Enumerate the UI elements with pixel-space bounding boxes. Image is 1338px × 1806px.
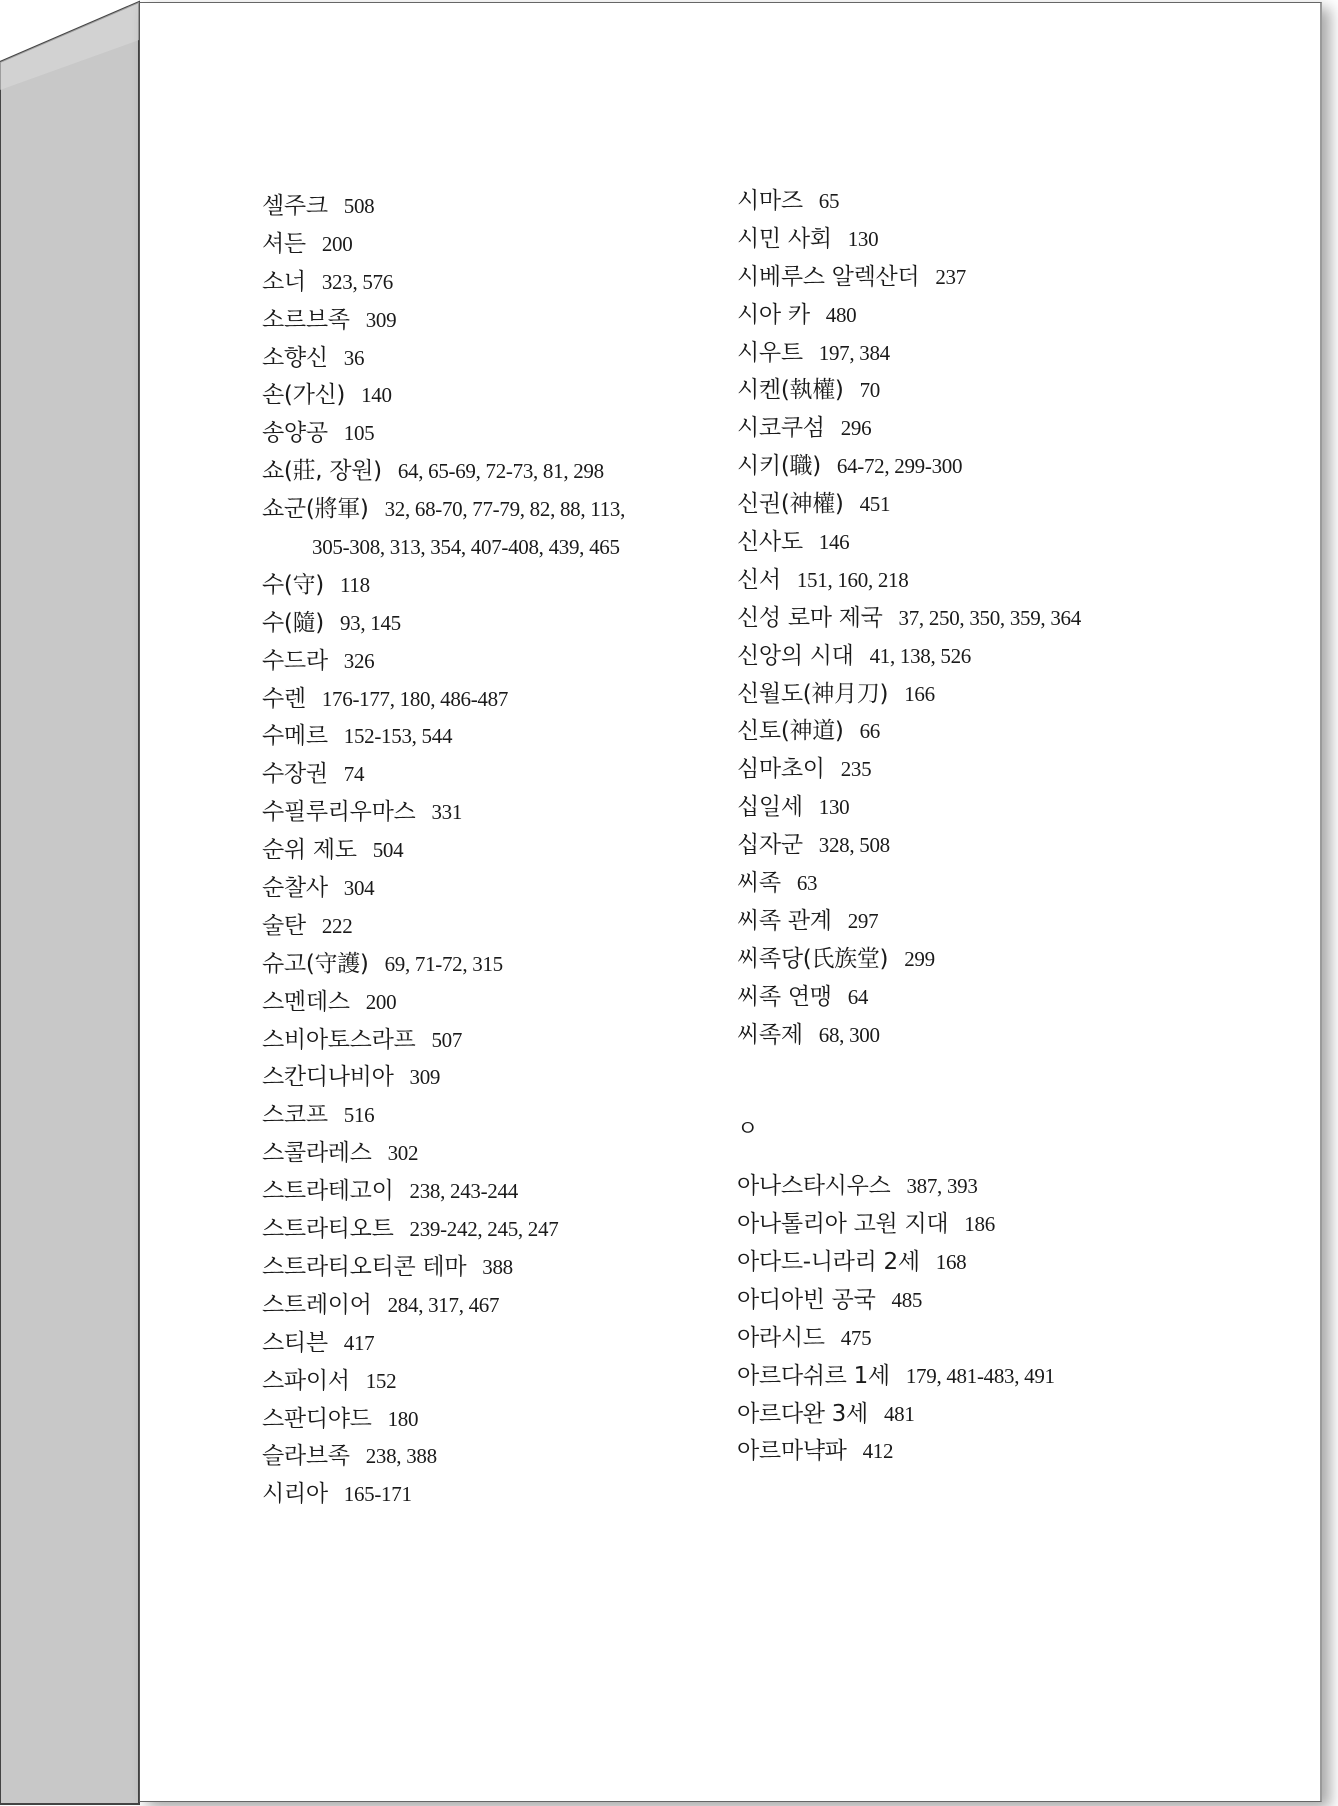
index-term: 순찰사 [262,875,328,902]
index-term: 시코쿠섬 [737,415,825,442]
index-term: 수장권 [262,761,328,788]
index-page-numbers: 64 [847,984,869,1009]
index-column-left [262,188,625,1514]
index-entry [262,340,625,378]
index-term: 씨족 연맹 [737,983,832,1010]
index-term: 신성 로마 제국 [737,604,883,631]
index-entry [262,453,625,491]
index-term: 쇼군(將軍) [262,496,369,523]
index-page-numbers: 130 [847,226,879,251]
index-page-numbers: 507 [431,1027,463,1052]
index-page-numbers: 180 [387,1406,419,1431]
index-page-numbers: 323, 576 [321,269,393,294]
index-entry [737,638,1081,676]
index-term: 스판디야드 [262,1405,372,1432]
index-term: 십자군 [737,832,803,859]
index-page-numbers: 309 [409,1065,441,1090]
index-page-numbers: 305-308, 313, 354, 407-408, 439, 465 [312,535,620,560]
index-entry [737,524,1081,562]
index-entry [737,562,1081,600]
index-entry [737,1320,1081,1358]
index-page-numbers: 475 [840,1325,872,1350]
index-entry [262,832,625,870]
index-page-numbers: 302 [387,1141,419,1166]
index-entry [737,1244,1081,1282]
index-term: 시리아 [262,1481,328,1508]
index-page-numbers: 68, 300 [818,1022,880,1047]
index-page-numbers: 36 [343,345,365,370]
index-page-numbers: 485 [891,1287,923,1312]
index-entry [737,1168,1081,1206]
index-page-numbers: 508 [343,194,375,218]
index-entry [262,1097,625,1135]
index-term: 수(守) [262,571,324,598]
index-term: 슬라브족 [262,1443,350,1470]
index-entry [737,1433,1081,1471]
index-entry [737,1206,1081,1244]
index-term: 스파이서 [262,1367,350,1394]
section-heading: ㅇ [737,1117,759,1143]
index-entry [262,1211,625,1249]
index-entry [737,335,1081,373]
index-term: 신서 [737,566,781,593]
index-entry [737,903,1081,941]
index-term: 시키(職) [737,453,821,480]
index-entry [262,1249,625,1287]
index-term: 소르브족 [262,306,350,333]
index-term: 수렌 [262,685,306,712]
index-term: 아디아빈 공국 [737,1286,876,1313]
index-term: 시마즈 [737,188,803,214]
index-term: 스트라테고이 [262,1178,394,1205]
index-term: 신사도 [737,529,803,556]
index-term: 시우트 [737,339,803,366]
index-entry [737,1282,1081,1320]
index-page-numbers: 331 [431,800,463,825]
index-entry [262,377,625,415]
index-entry [262,643,625,681]
index-page-numbers: 64-72, 299-300 [836,454,963,479]
index-entry [737,865,1081,903]
index-page-numbers: 297 [847,908,879,933]
index-term: 신월도(神月刀) [737,680,889,707]
index-term: 스비아토스라프 [262,1026,416,1053]
index-page-numbers: 309 [365,307,397,332]
index-term: 씨족당(氏族堂) [737,945,889,972]
index-entry [262,1173,625,1211]
index-page-numbers: 37, 250, 350, 359, 364 [898,605,1081,630]
index-page-numbers: 451 [859,492,891,517]
index-entry [737,183,1081,221]
index-entry [737,751,1081,789]
index-entry [737,259,1081,297]
index-entry [262,1401,625,1439]
index-entry [262,1325,625,1363]
index-entry [737,486,1081,524]
index-entry [262,984,625,1022]
index-term: 수메르 [262,723,328,750]
index-term: 손(가신) [262,382,346,409]
index-page [139,2,1322,1802]
index-entry [262,226,625,264]
index-page-numbers: 304 [343,876,375,901]
index-page-numbers: 237 [935,264,966,289]
index-term: 심마초이 [737,756,825,783]
index-term: 스코프 [262,1102,328,1129]
index-entry [737,297,1081,335]
index-term: 스트라티오트 [262,1216,394,1243]
index-entry [737,676,1081,714]
index-term: 시켄(執權) [737,377,844,404]
index-entry [262,681,625,719]
index-term: 시아 카 [737,301,810,328]
index-page-numbers: 118 [339,572,370,597]
index-entry [262,794,625,832]
index-term: 송양공 [262,420,328,447]
index-entry [262,302,625,340]
index-term: 슈고(守護) [262,950,369,977]
index-page-numbers: 480 [825,302,857,327]
index-page-numbers: 152-153, 544 [343,724,453,749]
index-page-numbers: 200 [365,989,397,1014]
index-term: 수드라 [262,647,328,674]
index-term: 십일세 [737,794,803,821]
index-entry [262,946,625,984]
index-page-numbers: 299 [904,946,935,971]
index-entry [262,908,625,946]
index-page-numbers: 412 [862,1439,894,1464]
index-term: 스티븐 [262,1329,328,1356]
index-page-numbers: 328, 508 [818,833,890,858]
index-term: 소향신 [262,344,328,371]
index-page-numbers: 200 [321,231,353,256]
index-term: 아라시드 [737,1324,825,1351]
index-page-numbers: 69, 71-72, 315 [384,951,503,976]
index-term: 셔든 [262,230,306,257]
index-page-numbers: 140 [361,383,392,408]
index-term: 시민 사회 [737,225,832,252]
index-entry [262,1287,625,1325]
index-page-numbers: 105 [343,421,375,446]
index-entry [262,756,625,794]
index-page-numbers: 235 [840,757,872,782]
index-page-numbers: 168 [935,1249,967,1274]
index-term: 신권(神權) [737,491,844,518]
index-page-numbers: 417 [343,1330,375,1355]
index-page-numbers: 41, 138, 526 [869,643,972,668]
index-entry [737,221,1081,259]
index-page-numbers: 146 [818,530,850,555]
index-term: 수필루리우마스 [262,799,416,826]
index-page-numbers: 65 [818,189,840,213]
index-entry [262,264,625,302]
index-page-numbers: 238, 388 [365,1444,437,1469]
index-entry [262,188,625,226]
index-page-numbers: 93, 145 [339,610,401,635]
index-column-right [737,183,1081,1471]
index-page-numbers: 63 [796,871,818,896]
index-page-numbers: 66 [859,719,880,744]
index-page-numbers: 70 [859,378,880,403]
index-term: 신토(神道) [737,718,844,745]
index-entry [737,1396,1081,1434]
index-term: 아르마냑파 [737,1438,847,1465]
index-term: 스칸디나비아 [262,1064,394,1091]
index-entry [262,415,625,453]
index-entry [737,789,1081,827]
index-term: 아르다쉬르 1세 [737,1362,890,1389]
index-entry [737,941,1081,979]
index-term: 신앙의 시대 [737,642,854,669]
index-term: 스트라티오티콘 테마 [262,1253,467,1280]
index-page-numbers: 326 [343,648,375,673]
index-entry [737,1017,1081,1055]
index-term: 씨족제 [737,1021,803,1048]
index-page-numbers: 296 [840,416,872,441]
index-term: 아다드-니라리 2세 [737,1248,920,1275]
index-entry [737,713,1081,751]
index-entry [737,979,1081,1017]
index-term: 아나톨리아 고원 지대 [737,1211,949,1238]
index-page-numbers: 151, 160, 218 [796,567,909,592]
index-term: 쇼(莊, 장원) [262,458,382,485]
index-page-numbers: 186 [964,1212,995,1237]
index-entry [737,448,1081,486]
index-term: 시베루스 알렉산더 [737,263,920,290]
index-entry [262,1438,625,1476]
index-page-numbers: 130 [818,795,850,820]
index-entry [737,600,1081,638]
index-page-numbers: 165-171 [343,1482,412,1507]
index-entry [737,372,1081,410]
index-page-numbers: 197, 384 [818,340,890,365]
index-page-numbers: 387, 393 [906,1174,978,1199]
index-page-numbers: 504 [372,838,404,863]
index-entry [737,1358,1081,1396]
index-term: 셀주크 [262,193,328,219]
index-entry [262,1059,625,1097]
index-term: 씨족 [737,870,781,897]
index-term: 술탄 [262,912,306,939]
index-page-numbers: 388 [482,1254,513,1279]
index-entry [262,1363,625,1401]
index-page-numbers: 238, 243-244 [409,1179,518,1204]
index-term: 씨족 관계 [737,907,832,934]
index-page-numbers: 284, 317, 467 [387,1292,500,1317]
index-term: 소너 [262,268,306,295]
index-term: 아나스타시우스 [737,1173,891,1200]
index-entry [737,410,1081,448]
index-entry [262,491,625,529]
index-entry [262,1022,625,1060]
index-entry-continuation [262,529,625,567]
index-page-numbers: 481 [883,1401,915,1426]
index-page-numbers: 176-177, 180, 486-487 [321,686,509,711]
index-page-numbers: 32, 68-70, 77-79, 82, 88, 113, [384,497,626,522]
index-page-numbers: 64, 65-69, 72-73, 81, 298 [397,459,604,484]
index-entry [262,567,625,605]
index-page-numbers: 516 [343,1103,375,1128]
index-term: 스트레이어 [262,1291,372,1318]
index-page-numbers: 152 [365,1368,397,1393]
index-term: 아르다완 3세 [737,1400,868,1427]
index-entry [262,605,625,643]
index-term: 스멘데스 [262,988,350,1015]
index-page-numbers: 74 [343,762,365,787]
index-term: 스콜라레스 [262,1140,372,1167]
index-entry [262,1135,625,1173]
index-term: 순위 제도 [262,837,357,864]
index-page-numbers: 239-242, 245, 247 [409,1217,559,1242]
index-page-numbers: 179, 481-483, 491 [905,1363,1055,1388]
index-page-numbers: 166 [904,681,935,706]
index-entry [262,718,625,756]
index-entry [262,870,625,908]
index-entry [262,1476,625,1514]
index-page-numbers: 222 [321,913,353,938]
index-term: 수(隨) [262,609,324,636]
index-entry [737,827,1081,865]
